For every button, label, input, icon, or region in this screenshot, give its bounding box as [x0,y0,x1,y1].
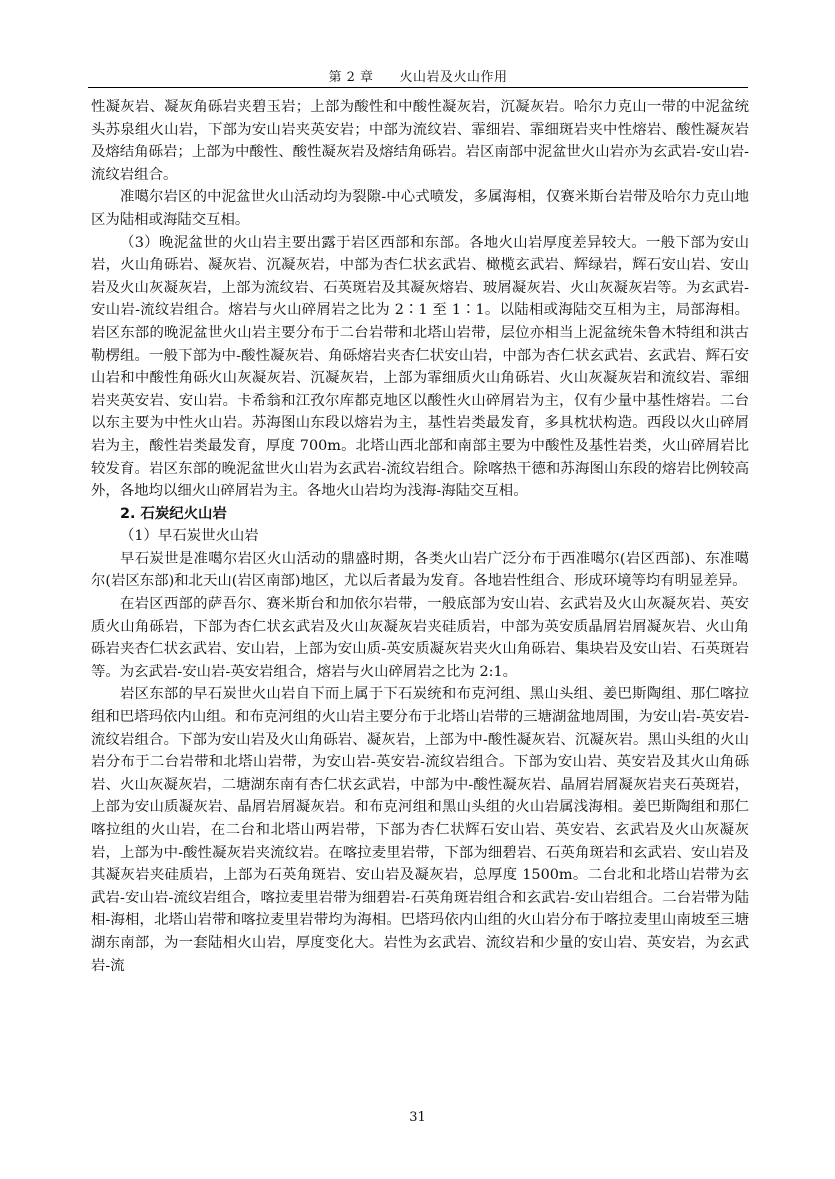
section-heading: 2. 石炭纪火山岩 [120,505,227,522]
running-header [88,66,748,85]
paragraph: （3）晚泥盆世的火山岩主要出露于岩区西部和东部。各地火山岩厚度差异较大。一般下部为安山岩，火山角砾岩、凝灰岩、沉凝灰岩，中部为杏仁状玄武岩、橄榄玄武岩、辉绿岩，辉石安山岩、安山岩及火山灰凝灰岩，上部为流纹岩、石英斑岩及其凝灰熔岩、玻屑凝灰岩、火山灰凝灰岩等。为玄武岩-安山岩-流纹岩组合。熔岩与火山碎屑岩之比为 2∶1 至 1∶1。以陆相或海陆交互相为主，局部海相。岩区东部的晚泥盆世火山岩主要分布于二台岩带和北塔山岩带，层位亦相当上泥盆统朱鲁木特组和洪古勒楞组。一般下部为中-酸性凝灰岩、角砾熔岩夹杏仁状安山岩，中部为杏仁状玄武岩、玄武岩、辉石安山岩和中酸性角砾火山灰凝灰岩、沉凝灰岩，上部为霏细质火山角砾岩、火山灰凝灰岩和流纹岩、霏细岩夹英安岩、安山岩。卡希翁和江孜尔库都克地区以酸性火山碎屑岩为主，仅有少量中基性熔岩。二台以东主要为中性火山岩。苏海图山东段以熔岩为主，基性岩类最发育，多具枕状构造。西段以火山碎屑岩为主，酸性岩类最发育，厚度 700m。北塔山西北部和南部主要为中酸性及基性岩类，火山碎屑岩比较发育。岩区东部的晚泥盆世火山岩为玄武岩-流纹岩组合。除喀热干德和苏海图山东段的熔岩比例较高外，各地均以细火山碎屑岩为主。各地火山岩均为浅海-海陆交互相。 [91,234,749,500]
paragraph: 岩区东部的早石炭世火山岩自下而上属于下石炭统和布克河组、黑山头组、姜巴斯陶组、那仁喀拉组和巴塔玛依内山组。和布克河组的火山岩主要分布于北塔山岩带的三塘湖盆地周围，为安山岩-英安岩-流纹岩组合。下部为安山岩及火山角砾岩、凝灰岩，上部为中-酸性凝灰岩、沉凝灰岩。黑山头组的火山岩分布于二台岩带和北塔山岩带，为安山岩-英安岩-流纹岩组合。下部为安山岩、英安岩及其火山角砾岩、火山灰凝灰岩，二塘湖东南有杏仁状玄武岩，中部为中-酸性凝灰岩、晶屑岩屑凝灰岩夹石英斑岩，上部为安山质凝灰岩、晶屑岩屑凝灰岩。和布克河组和黑山头组的火山岩属浅海相。姜巴斯陶组和那仁喀拉组的火山岩，在二台和北塔山两岩带，下部为杏仁状辉石安山岩、英安岩、玄武岩及火山灰凝灰岩，上部为中-酸性凝灰岩夹流纹岩。在喀拉麦里岩带，下部为细碧岩、石英角斑岩和玄武岩、安山岩及其凝灰岩夹硅质岩，上部为石英角斑岩、安山岩及凝灰岩，总厚度 1500m。二台北和北塔山岩带为玄武岩-安山岩-流纹岩组合，喀拉麦里岩带为细碧岩-石英角斑岩组合和玄武岩-安山岩组合。二台岩带为陆相-海相，北塔山岩带和喀拉麦里岩带均为海相。巴塔玛依内山组的火山岩分布于喀拉麦里山南坡至三塘湖东南部，为一套陆相火山岩，厚度变化大。岩性为玄武岩、流纹岩和少量的安山岩、英安岩，为玄武岩-流 [91,686,750,974]
chapter-title: 火山岩及火山作用 [399,70,508,85]
header-rule [88,87,748,88]
paragraph: 在岩区西部的萨吾尔、赛米斯台和加依尔岩带，一般底部为安山岩、玄武岩及火山灰凝灰岩、英安质火山角砾岩，下部为杏仁状玄武岩及火山灰凝灰岩夹硅质岩，中部为英安质晶屑岩屑凝灰岩、火山角砾岩夹杏仁状玄武岩、安山岩，上部为安山质-英安质凝灰岩夹火山角砾岩、集块岩及安山岩、石英斑岩等。为玄武岩-安山岩-英安岩组合，熔岩与火山碎屑岩之比为 2:1。 [91,596,749,680]
subsection-heading: （1）早石炭世火山岩 [120,528,259,545]
chapter-number: 第 2 章 [328,70,374,85]
page-number: 31 [409,1110,426,1125]
paragraph-continued: 性凝灰岩、凝灰角砾岩夹碧玉岩；上部为酸性和中酸性凝灰岩，沉凝灰岩。哈尔力克山一带的中泥盆统头苏泉组火山岩，下部为安山岩夹英安岩；中部为流纹岩、霏细岩、霏细斑岩夹中性熔岩、酸性凝灰岩及熔结角砾岩；上部为中酸性、酸性凝灰岩及熔结角砾岩。岩区南部中泥盆世火山岩亦为玄武岩-安山岩-流纹岩组合。 [91,99,749,183]
paragraph: 早石炭世是准噶尔岩区火山活动的鼎盛时期，各类火山岩广泛分布于西准噶尔(岩区西部)、东准噶尔(岩区东部)和北天山(岩区南部)地区，尤以后者最为发育。各地岩性组合、形成环境等均有明显差异。 [91,550,749,590]
body-text [91,96,749,977]
paragraph: 准噶尔岩区的中泥盆世火山活动均为裂隙-中心式喷发，多属海相，仅赛米斯台岩带及哈尔力克山地区为陆相或海陆交互相。 [91,189,749,228]
